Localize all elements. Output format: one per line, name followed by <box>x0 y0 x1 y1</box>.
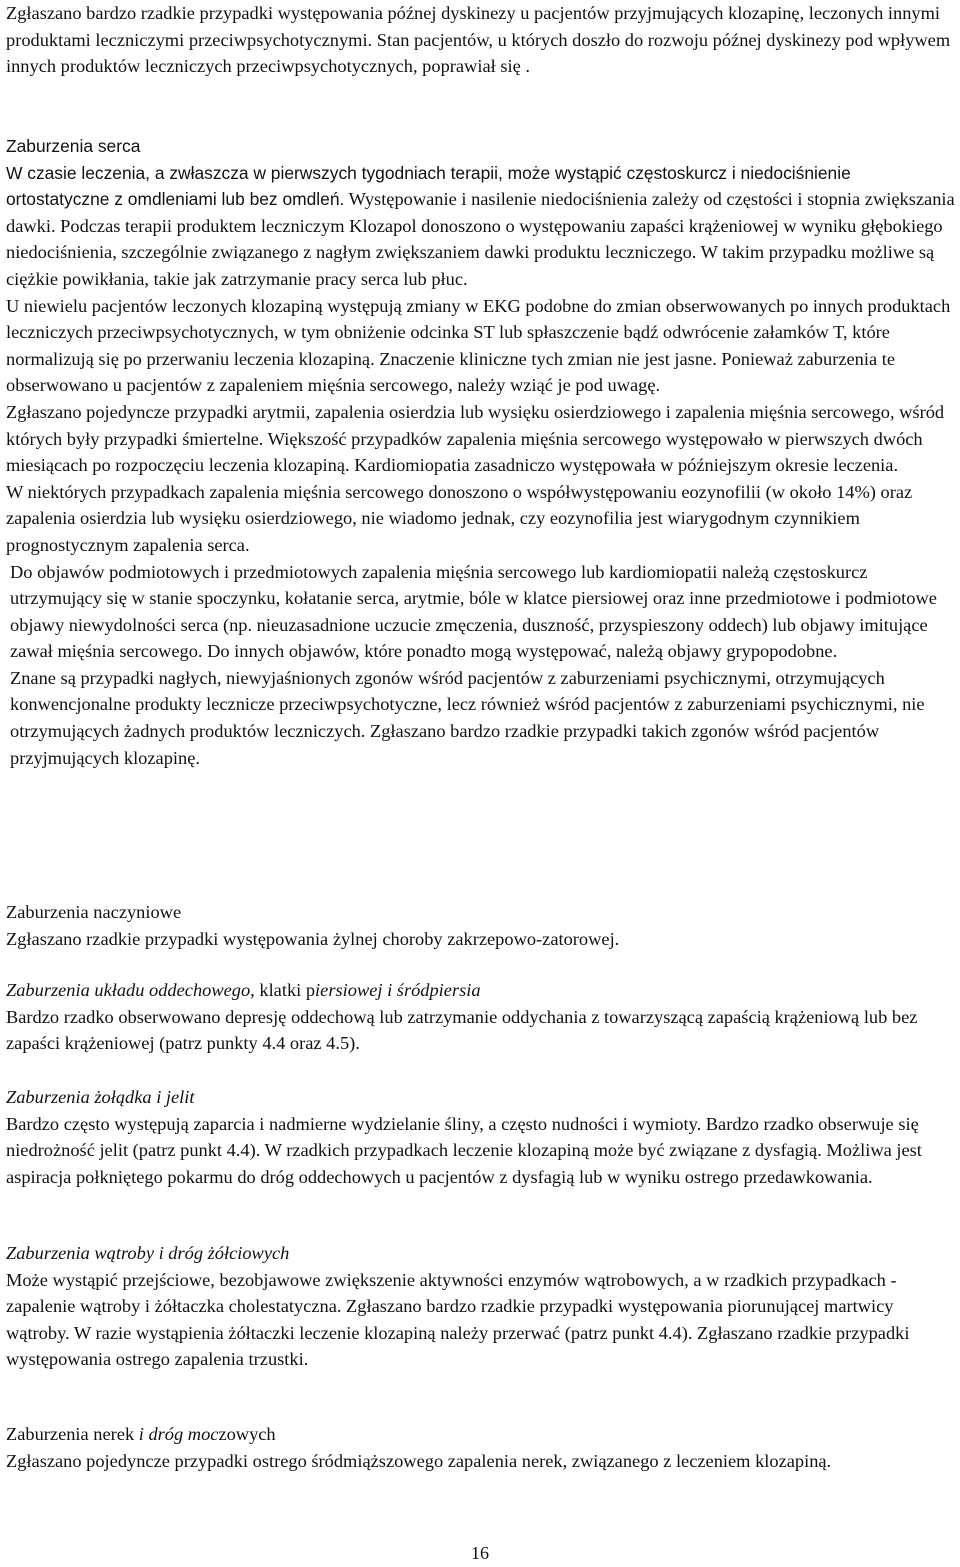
paragraph-text: Zgłaszano pojedyncze przypadki ostrego śródmiąższowego zapalenia nerek, związanego z leczeniem klozapiną. <box>6 1450 832 1471</box>
paragraph-text: Zgłaszano pojedyncze przypadki arytmii, zapalenia osierdzia lub wysięku osierdziowego i zapalenia mięśnia sercowego, wśród których były przypadki śmiertelne. Większość przypadków zapalenia mięśnia sercowego występowało w pierwszych dwóch miesiącach po rozpoczęciu leczenia klozapiną. Kardiomiopatia zasadniczo występowała w późniejszym okresie leczenia. <box>6 401 945 476</box>
section-gastro <box>6 1084 956 1190</box>
paragraph-text: W czasie leczenia, a zwłaszcza w pierwszych tygodniach terapii, może wystąpić częstoskurcz i niedociśnienie ortostatyczne z omdleniami lub bez omdleń. Występowanie i nasilenie niedociśnienia zależy od częstości i stopnia zwiększania dawki. Podczas terapii produktem leczniczym Klozapol donoszono o występowaniu zapaści krążeniowej w wyniku głębokiego niedociśnienia, szczególnie związanego z nagłym zwiększaniem dawki produktu leczniczego. W takim przypadku możliwe są ciężkie powikłania, takie jak zatrzymanie pracy serca lub płuc. <box>6 162 955 289</box>
paragraph-text: Znane są przypadki nagłych, niewyjaśnionych zgonów wśród pacjentów z zaburzeniami psychicznymi, otrzymujących konwencjonalne produkty lecznicze przeciwpsychotyczne, lecz również wśród pacjentów z zaburzeniami psychicznymi, nie otrzymujących żadnych produktów leczniczych. Zgłaszano bardzo rzadkie przypadki takich zgonów wśród pacjentów przyjmujących klozapinę. <box>10 667 925 768</box>
section-kidney <box>6 1421 956 1474</box>
paragraph-tardive-dyskinesia <box>6 0 956 80</box>
section-heading: Zaburzenia naczyniowe <box>6 902 182 922</box>
paragraph-text: Bardzo rzadko obserwowano depresję oddechową lub zatrzymanie oddychania z towarzyszącą zapaścią krążeniową lub bez zapaści krążeniowej (patrz punkty 4.4 oraz 4.5). <box>6 1006 918 1054</box>
paragraph-text: U niewielu pacjentów leczonych klozapiną występują zmiany w EKG podobne do zmian obserwowanych po innych produktach leczniczych przeciwpsychotycznych, w tym obniżenie odcinka ST lub spłaszczenie bądź odwrócenie załamków T, które normalizują się po przerwaniu leczenia klozapiną. Znaczenie kliniczne tych zmian nie jest jasne. Ponieważ zaburzenia te obserwowano u pacjentów z zapaleniem mięśnia sercowego, należy wziąć je pod uwagę. <box>6 295 951 396</box>
page-number: 16 <box>471 1543 489 1563</box>
section-heading: Zaburzenia nerek i dróg moczowych <box>6 1424 276 1444</box>
section-heading: Zaburzenia żołądka i jelit <box>6 1087 195 1107</box>
paragraph-text: W niektórych przypadkach zapalenia mięśnia sercowego donoszono o współwystępowaniu eozynofilii (w około 14%) oraz zapalenia osierdzia lub wysięku osierdziowego, nie wiadomo jednak, czy eozynofilia jest wiarygodnym czynnikiem prognostycznym zapalenia serca. <box>6 481 913 555</box>
paragraph-text: Do objawów podmiotowych i przedmiotowych zapalenia mięśnia sercowego lub kardiomiopatii należą częstoskurcz utrzymujący się w stanie spoczynku, kołatanie serca, arytmie, bóle w klatce piersiowej oraz inne przedmiotowe i podmiotowe objawy niewydolności serca (np. nieuzasadnione uczucie zmęczenia, duszność, przyspieszony oddech) lub objawy imitujące zawał mięśnia sercowego. Do innych objawów, które ponadto mogą występować, należą objawy grypopodobne. <box>10 561 937 662</box>
section-liver <box>6 1240 956 1373</box>
section-heading: Zaburzenia serca <box>6 136 141 156</box>
paragraph-text: Zgłaszano rzadkie przypadki występowania żylnej choroby zakrzepowo-zatorowej. <box>6 928 620 949</box>
section-respiratory <box>6 977 956 1057</box>
section-vascular <box>6 899 956 952</box>
paragraph-text: Zgłaszano bardzo rzadkie przypadki występowania późnej dyskinezy u pacjentów przyjmujących klozapinę, leczonych innymi produktami leczniczymi przeciwpsychotycznymi. Stan pacjentów, u których doszło do rozwoju późnej dyskinezy pod wpływem innych produktów leczniczych przeciwpsychotycznych, poprawiał się . <box>6 3 951 77</box>
paragraph-text: Bardzo często występują zaparcia i nadmierne wydzielanie śliny, a często nudności i wymioty. Bardzo rzadko obserwuje się niedrożność jelit (patrz punkt 4.4). W rzadkich przypadkach leczenie klozapiną może być związane z dysfagią. Możliwa jest aspiracja połkniętego pokarmu do dróg oddechowych u pacjentów z dysfagią lub w wyniku ostrego przedawkowania. <box>6 1113 922 1187</box>
section-heading: Zaburzenia układu oddechowego, klatki piersiowej i śródpiersia <box>6 980 481 1000</box>
paragraph-text: Może wystąpić przejściowe, bezobjawowe zwiększenie aktywności enzymów wątrobowych, a w rzadkich przypadkach - zapalenie wątroby i żółtaczka cholestatyczna. Zgłaszano bardzo rzadkie przypadki występowania piorunującej martwicy wątroby. W razie wystąpienia żółtaczki leczenie klozapiną należy przerwać (patrz punkt 4.4). Zgłaszano rzadkie przypadki występowania ostrego zapalenia trzustki. <box>6 1269 910 1370</box>
section-heading: Zaburzenia wątroby i dróg żółciowych <box>6 1243 290 1263</box>
section-heart <box>6 133 956 771</box>
